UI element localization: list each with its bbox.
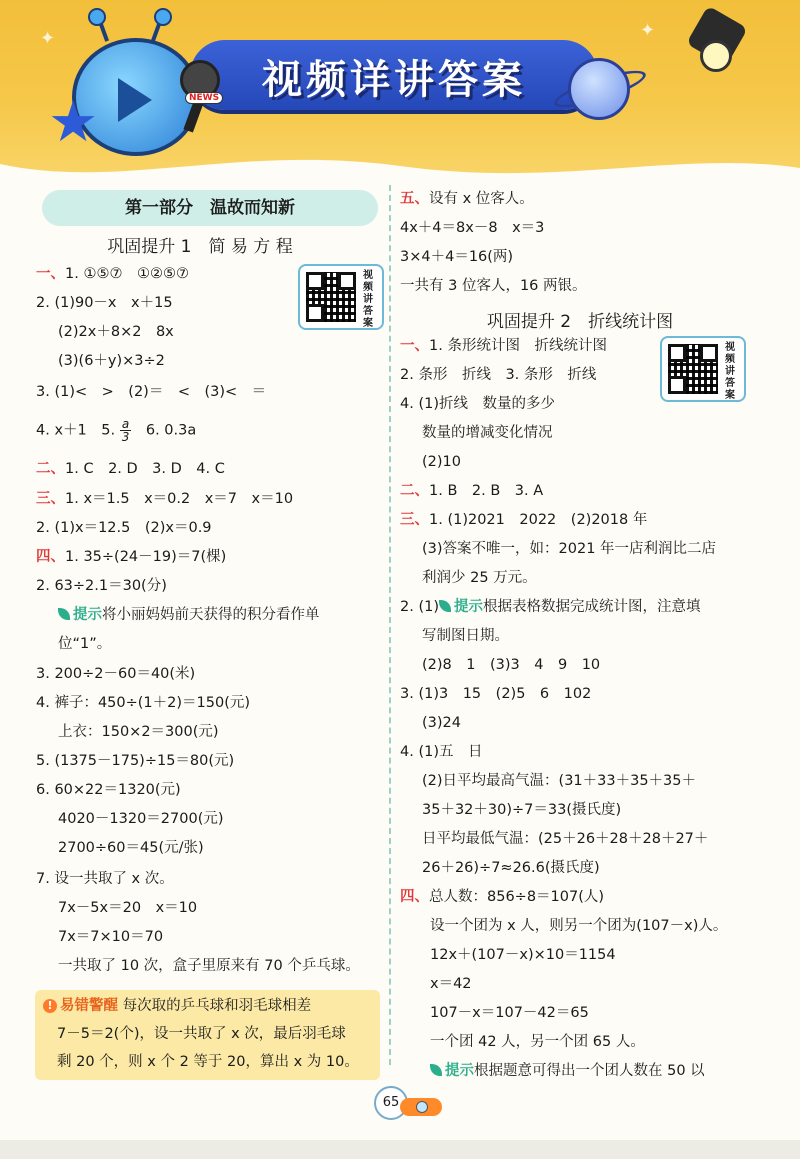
answer-line: 7. 设一共取了 x 次。 xyxy=(36,871,174,887)
answer-line: (2)日平均最高气温：(31＋33＋35＋35＋ xyxy=(422,773,696,789)
answer-line: 二、1. B 2. B 3. A xyxy=(400,483,544,499)
title-banner xyxy=(190,40,598,110)
qr-caption: 视频讲答案 xyxy=(363,270,373,329)
answer-line: 一个团 42 人，另一个团 65 人。 xyxy=(430,1034,645,1050)
answer-line: 4020－1320＝2700(元) xyxy=(58,811,224,827)
answer-line: 一共取了 10 次，盒子里原来有 70 个乒乓球。 xyxy=(58,958,360,974)
answer-line: 107－x＝107－42＝65 xyxy=(430,1005,589,1021)
answer-line: 设一个团为 x 人，则另一个团为(107－x)人。 xyxy=(430,918,728,934)
answer-line: 上衣：150×2＝300(元) xyxy=(58,724,219,740)
answer-line: 一、1. 条形统计图 折线统计图 xyxy=(400,338,607,354)
warning-line: 7－5＝2(个)，设一共取了 x 次，最后羽毛球 xyxy=(57,1026,346,1042)
star-icon: ★ xyxy=(48,90,99,155)
exclamation-icon: ! xyxy=(43,999,57,1013)
tv-antenna-ball xyxy=(154,8,172,26)
qr-corner xyxy=(306,304,324,322)
answer-line: 二、1. C 2. D 3. D 4. C xyxy=(36,461,225,477)
news-badge: NEWS xyxy=(185,92,223,104)
answer-line: 3. 200÷2－60＝40(米) xyxy=(36,666,196,682)
qr-corner xyxy=(338,272,356,290)
answer-line: (3)(6＋y)×3÷2 xyxy=(58,353,165,369)
answer-line: 7x＝7×10＝70 xyxy=(58,929,164,945)
answer-line: 26＋26)÷7≈26.6(摄氏度) xyxy=(422,860,600,876)
answer-line: 2. 63÷2.1＝30(分) xyxy=(36,578,167,594)
banner-title: 视频详讲答案 xyxy=(262,57,526,103)
spotlight-lens xyxy=(700,40,732,72)
hint-line: 提示将小丽妈妈前天获得的积分看作单 xyxy=(58,605,320,625)
play-icon xyxy=(118,78,152,122)
hint-line: 提示根据题意可得出一个团人数在 50 以 xyxy=(430,1061,705,1081)
answer-line: 3. (1)3 15 (2)5 6 102 xyxy=(400,686,592,702)
leaf-icon xyxy=(58,608,70,620)
answer-line: 五、设有 x 位客人。 xyxy=(400,191,534,207)
page-number: 65 xyxy=(374,1086,408,1120)
planet-icon xyxy=(568,58,630,120)
qr-corner xyxy=(700,344,718,362)
header-banner-area xyxy=(0,0,800,175)
answer-line: 四、总人数：856÷8＝107(人) xyxy=(400,889,605,905)
qr-corner xyxy=(668,344,686,362)
hint-line: 写制图日期。 xyxy=(422,628,509,644)
section-title-1: 巩固提升 1 简 易 方 程 xyxy=(107,237,293,257)
qr-corner xyxy=(668,376,686,394)
section-title-2: 巩固提升 2 折线统计图 xyxy=(486,312,674,332)
answer-line: 5. (1375－175)÷15＝80(元) xyxy=(36,753,235,769)
answer-line: 12x＋(107－x)×10＝1154 xyxy=(430,947,616,963)
warning-box xyxy=(35,990,380,1080)
answer-line: 一共有 3 位客人，16 两银。 xyxy=(400,278,587,294)
answer-line: 四、1. 35÷(24－19)＝7(棵) xyxy=(36,549,227,565)
answer-line: 4. (1)五 日 xyxy=(400,744,483,760)
bottom-strip xyxy=(0,1140,800,1159)
answer-line: 2. (1)x＝12.5 (2)x＝0.9 xyxy=(36,520,212,536)
hint-line: 2. (1) 提示根据表格数据完成统计图，注意填 xyxy=(400,599,701,615)
answer-line: 三、1. x＝1.5 x＝0.2 x＝7 x＝10 xyxy=(36,491,294,507)
qr-code-left[interactable] xyxy=(298,264,384,330)
answer-line: 2700÷60＝45(元/张) xyxy=(58,840,204,856)
column-divider xyxy=(389,185,391,1065)
answer-line: (2)2x＋8×2 8x xyxy=(58,324,174,340)
answer-line: 6. 60×22＝1320(元) xyxy=(36,782,181,798)
answer-line: 数量的增减变化情况 xyxy=(422,425,553,441)
answer-line: 日平均最低气温：(25＋26＋28＋28＋27＋ xyxy=(422,831,709,847)
answer-line: 35＋32＋30)÷7＝33(摄氏度) xyxy=(422,802,622,818)
answer-line: 4. x＋1 5. $\frac{a}{3}$ 6. 0.3a xyxy=(36,417,197,444)
answer-line: 利润少 25 万元。 xyxy=(422,570,537,586)
answer-line: 3×4＋4＝16(两) xyxy=(400,249,514,265)
leaf-icon xyxy=(439,600,451,612)
answer-line: 3. (1)< > (2)＝ < (3)< ＝ xyxy=(36,384,267,400)
qr-code-right[interactable] xyxy=(660,336,746,402)
qr-caption: 视频讲答案 xyxy=(725,342,735,401)
answer-line: 2. (1)90－x x＋15 xyxy=(36,295,173,311)
answer-line: x＝42 xyxy=(430,976,472,992)
answer-line: (3)答案不唯一，如：2021 年一店利润比二店 xyxy=(422,541,717,557)
answer-line: (3)24 xyxy=(422,715,461,731)
sparkle-icon: ✦ xyxy=(640,20,656,41)
submarine-window xyxy=(416,1101,428,1113)
part-title: 第一部分 温故而知新 xyxy=(42,190,378,226)
warning-line: ! 易错警醒 每次取的乒乓球和羽毛球相差 xyxy=(43,996,311,1016)
answer-line: 4x＋4＝8x－8 x＝3 xyxy=(400,220,545,236)
qr-corner xyxy=(306,272,324,290)
header-wave xyxy=(0,150,800,175)
answer-line: 三、1. (1)2021 2022 (2)2018 年 xyxy=(400,512,648,528)
warning-line: 剩 20 个，则 x 个 2 等于 20，算出 x 为 10。 xyxy=(57,1054,359,1070)
answer-line: 7x－5x＝20 x＝10 xyxy=(58,900,198,916)
answer-line: (2)8 1 (3)3 4 9 10 xyxy=(422,657,601,673)
answer-line: (2)10 xyxy=(422,454,461,470)
answer-line: 4. (1)折线 数量的多少 xyxy=(400,396,555,412)
leaf-icon xyxy=(430,1064,442,1076)
hint-line: 位“1”。 xyxy=(58,636,112,652)
sparkle-icon: ✦ xyxy=(40,28,56,49)
answer-line: 2. 条形 折线 3. 条形 折线 xyxy=(400,367,597,383)
answer-line: 4. 裤子：450÷(1＋2)＝150(元) xyxy=(36,695,251,711)
fraction-a-over-3: $\frac{a}{3}$ xyxy=(121,417,130,444)
tv-antenna-ball xyxy=(88,8,106,26)
answer-line: 一、1. ①⑤⑦ ①②⑤⑦ xyxy=(36,266,189,282)
